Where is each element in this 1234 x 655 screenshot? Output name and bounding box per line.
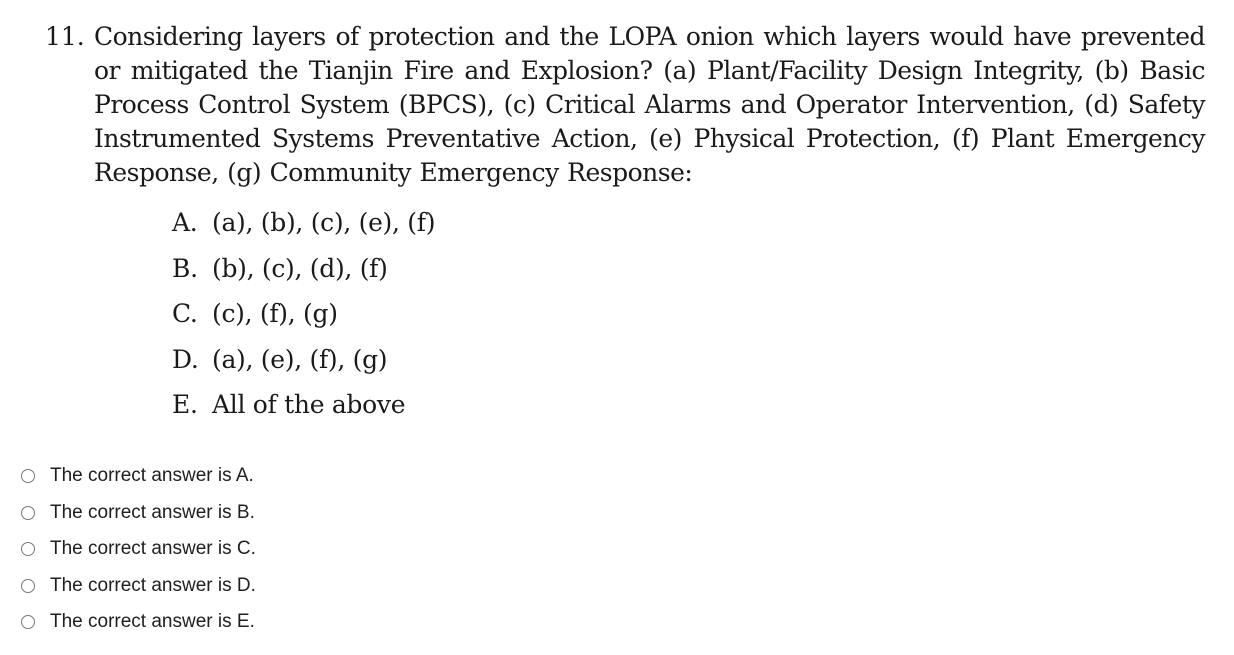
choice-letter: D. (172, 344, 199, 374)
question-text: Considering layers of protection and the LOPA onion which layers would have prevented or mitigated the Tianjin Fire and Explosion? (a) Plant/Facility Design Integrity, (b) Basic Process Control System (BPCS), (c) Critical Alarms and Operator Intervention, (d) Safety Instrumented Systems Preventative Action, (e) Physical Protection, (f) Plant Emergency Response, (g) Community Emergency Response: (94, 22, 1205, 187)
radio-button[interactable] (21, 469, 35, 483)
choice-text: (c), (f), (g) (212, 299, 338, 328)
choice-a (172, 200, 435, 246)
answer-option-d[interactable] (21, 568, 256, 605)
question-block (45, 20, 1205, 190)
choice-letter: B. (172, 253, 198, 283)
choice-b (172, 246, 435, 292)
answer-option-a[interactable] (21, 458, 256, 495)
answer-label[interactable]: The correct answer is B. (50, 501, 255, 523)
answer-option-b[interactable] (21, 495, 256, 532)
choice-letter: E. (172, 390, 198, 419)
answer-label[interactable]: The correct answer is D. (50, 574, 256, 596)
answer-radio-group (21, 458, 256, 641)
choice-e (172, 382, 435, 428)
answer-label[interactable]: The correct answer is A. (50, 465, 254, 487)
choice-letter: A. (172, 208, 198, 237)
choice-text: (b), (c), (d), (f) (212, 253, 388, 283)
radio-button[interactable] (21, 506, 35, 520)
choice-text: (a), (e), (f), (g) (212, 344, 388, 374)
answer-label[interactable]: The correct answer is C. (50, 538, 256, 560)
choice-text: All of the above (212, 390, 406, 419)
radio-button[interactable] (21, 542, 35, 556)
radio-button[interactable] (21, 615, 35, 629)
choice-letter: C. (172, 299, 198, 328)
answer-option-e[interactable] (21, 604, 256, 641)
choice-d (172, 337, 435, 383)
answer-label[interactable]: The correct answer is E. (50, 611, 255, 633)
choice-c (172, 291, 435, 337)
question-number: 11. (45, 22, 85, 51)
radio-button[interactable] (21, 579, 35, 593)
answer-option-c[interactable] (21, 531, 256, 568)
choice-text: (a), (b), (c), (e), (f) (212, 208, 436, 237)
choice-list (172, 200, 435, 428)
